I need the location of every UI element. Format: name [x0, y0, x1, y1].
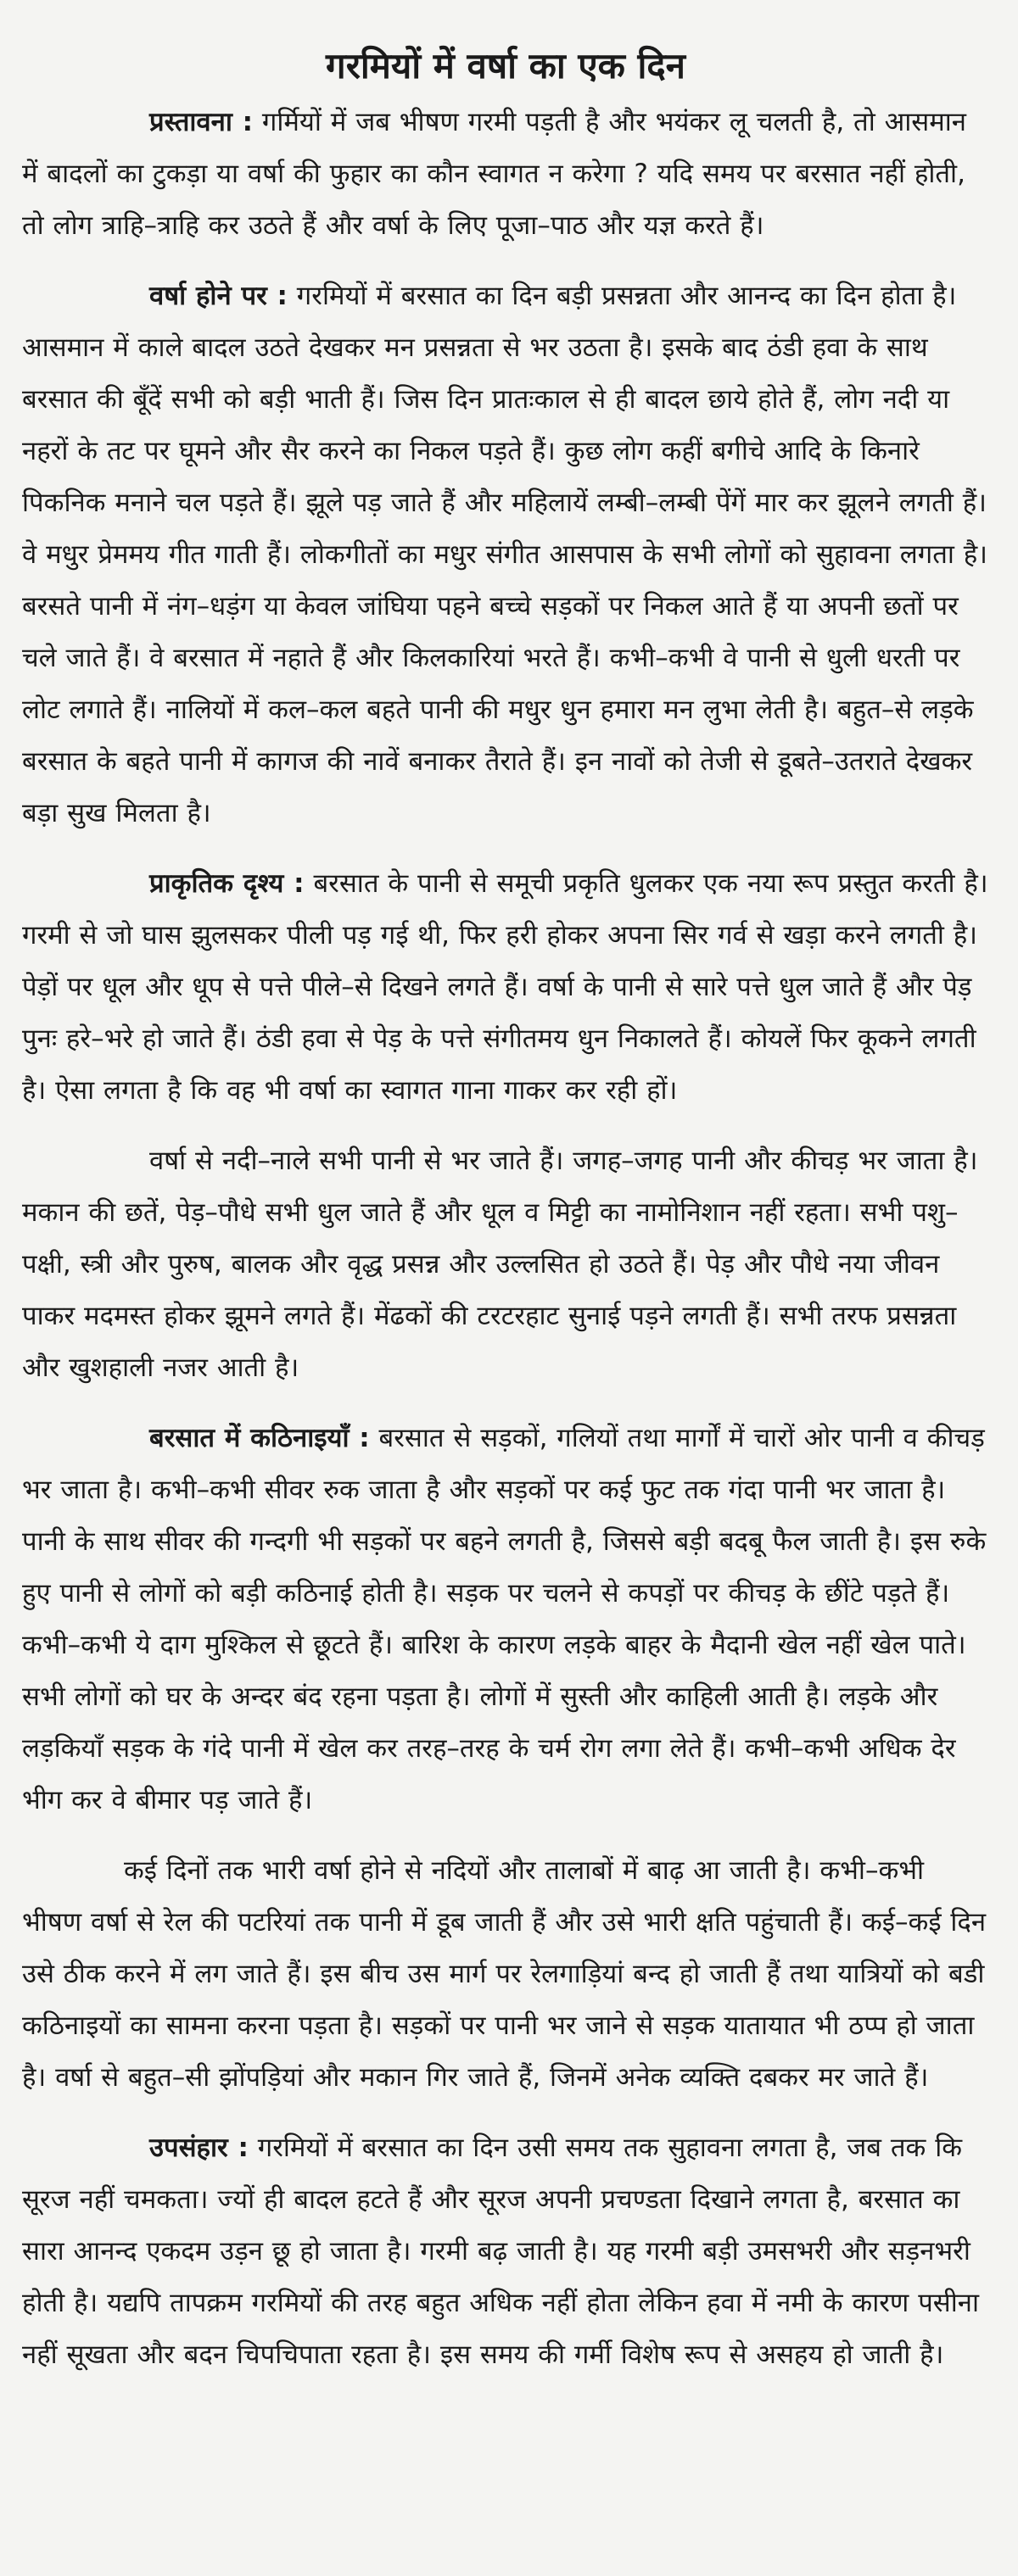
paragraph-conclusion: [22, 2122, 989, 2381]
paragraph-floods: [22, 1845, 989, 2104]
section-heading: वर्षा होने पर :: [149, 281, 288, 311]
paragraph-difficulties: [22, 1413, 989, 1826]
paragraph-text: बरसात के पानी से समूची प्रकृति धुलकर एक नया रूप प्रस्तुत करती है। गरमी से जो घास झुलसकर पीली पड़ गई थी, फिर हरी होकर अपना सिर गर्व से खड़ा करने लगती है। पेड़ों पर धूल और धूप से पत्ते पीले–से दिखने लगते हैं। वर्षा के पानी से सारे पत्ते धुल जाते हैं और पेड़ पुनः हरे–भरे हो जाते हैं। ठंडी हवा से पेड़ के पत्ते संगीतमय धुन निकालते हैं। कोयलें फिर कूकने लगती है। ऐसा लगता है कि वह भी वर्षा का स्वागत गाना गाकर कर रही हों।: [22, 868, 988, 1106]
paragraph-rainfall: [22, 270, 989, 839]
section-heading: बरसात में कठिनाइयाँ :: [149, 1423, 370, 1453]
paragraph-text: गरमियों में बरसात का दिन उसी समय तक सुहावना लगता है, जब तक कि सूरज नहीं चमकता। ज्यों ही बादल हटते हैं और सूरज अपनी प्रचण्डता दिखाने लगता है, बरसात का सारा आनन्द एकदम उड़न छू हो जाता है। गरमी बढ़ जाती है। यह गरमी बड़ी उमसभरी और सड़नभरी होती है। यद्यपि तापक्रम गरमियों की तरह बहुत अधिक नहीं होता लेकिन हवा में नमी के कारण पसीना नहीं सूखता और बदन चिपचिपाता रहता है। इस समय की गर्मी विशेष रूप से असहय हो जाती है।: [22, 2133, 980, 2370]
section-heading: प्राकृतिक दृश्य :: [149, 868, 305, 899]
paragraph-rivers: [22, 1135, 989, 1394]
section-heading: प्रस्तावना :: [149, 107, 254, 137]
paragraph-text: कई दिनों तक भारी वर्षा होने से नदियों और तालाबों में बाढ़ आ जाती है। कभी–कभी भीषण वर्षा से रेल की पटरियां तक पानी में डूब जाती हैं और उसे भारी क्षति पहुंचाती हैं। कई–कई दिन उसे ठीक करने में लग जाते हैं। इस बीच उस मार्ग पर रेलगाड़ियां बन्द हो जाती हैं तथा यात्रियों को बडी कठिनाइयों का सामना करना पड़ता है। सड़कों पर पानी भर जाने से सड़क यातायात भी ठप्प हो जाता है। वर्षा से बहुत–सी झोंपड़ियां और मकान गिर जाते हैं, जिनमें अनेक व्यक्ति दबकर मर जाते हैं।: [22, 1855, 987, 2093]
paragraph-text: गरमियों में बरसात का दिन बड़ी प्रसन्नता और आनन्द का दिन होता है। आसमान में काले बादल उठते देखकर मन प्रसन्नता से भर उठता है। इसके बाद ठंडी हवा के साथ बरसात की बूँदें सभी को बड़ी भाती हैं। जिस दिन प्रातःकाल से ही बादल छाये होते हैं, लोग नदी या नहरों के तट पर घूमने और सैर करने का निकल पड़ते हैं। कुछ लोग कहीं बगीचे आदि के किनारे पिकनिक मनाने चल पड़ते हैं। झूले पड़ जाते हैं और महिलायें लम्बी–लम्बी पेंगें मार कर झूलने लगती हैं। वे मधुर प्रेममय गीत गाती हैं। लोकगीतों का मधुर संगीत आसपास के सभी लोगों को सुहावना लगता है। बरसते पानी में नंग–धड़ंग या केवल जांघिया पहने बच्चे सड़कों पर निकल आते हैं या अपनी छतों पर चले जाते हैं। वे बरसात में नहाते हैं और किलकारियां भरते हैं। कभी–कभी वे पानी से धुली धरती पर लोट लगाते हैं। नालियों में कल–कल बहते पानी की मधुर धुन हमारा मन लुभा लेती है। बहुत–से लड़के बरसात के बहते पानी में कागज की नावें बनाकर तैराते हैं। इन नावों को तेजी से डूबते–उतराते देखकर बड़ा सुख मिलता है।: [22, 281, 988, 828]
paragraph-natural-scene: [22, 858, 989, 1117]
paragraph-introduction: [22, 97, 989, 252]
paragraph-text: बरसात से सड़कों, गलियों तथा मार्गों में चारों ओर पानी व कीचड़ भर जाता है। कभी–कभी सीवर रुक जाता है और सड़कों पर कई फुट तक गंदा पानी भर जाता है। पानी के साथ सीवर की गन्दगी भी सड़कों पर बहने लगती है, जिससे बड़ी बदबू फैल जाती है। इस रुके हुए पानी से लोगों को बड़ी कठिनाई होती है। सड़क पर चलने से कपड़ों पर कीचड़ के छींटे पड़ते हैं। कभी–कभी ये दाग मुश्किल से छूटते हैं। बारिश के कारण लड़के बाहर के मैदानी खेल नहीं खेल पाते। सभी लोगों को घर के अन्दर बंद रहना पड़ता है। लोगों में सुस्ती और काहिली आती है। लड़के और लड़कियाँ सड़क के गंदे पानी में खेल कर तरह–तरह के चर्म रोग लगा लेते हैं। कभी–कभी अधिक देर भीग कर वे बीमार पड़ जाते हैं।: [22, 1423, 987, 1815]
essay-title: गरमियों में वर्षा का एक दिन: [326, 45, 685, 86]
paragraph-text: वर्षा से नदी–नाले सभी पानी से भर जाते हैं। जगह–जगह पानी और कीचड़ भर जाता है। मकान की छतें, पेड़–पौधे सभी धुल जाते हैं और धूल व मिट्टी का नामोनिशान नहीं रहता। सभी पशु–पक्षी, स्त्री और पुरुष, बालक और वृद्ध प्रसन्न और उल्लसित हो उठते हैं। पेड़ और पौधे नया जीवन पाकर मदमस्त होकर झूमने लगते हैं। मेंढकों की टरटरहाट सुनाई पड़ने लगती हैं। सभी तरफ प्रसन्नता और खुशहाली नजर आती है।: [22, 1146, 978, 1383]
section-heading: उपसंहार :: [149, 2133, 249, 2163]
paragraph-text: गर्मियों में जब भीषण गरमी पड़ती है और भयंकर लू चलती है, तो आसमान में बादलों का टुकड़ा या वर्षा की फुहार का कौन स्वागत न करेगा ? यदि समय पर बरसात नहीं होती, तो लोग त्राहि–त्राहि कर उठते हैं और वर्षा के लिए पूजा–पाठ और यज्ञ करते हैं।: [22, 107, 966, 241]
